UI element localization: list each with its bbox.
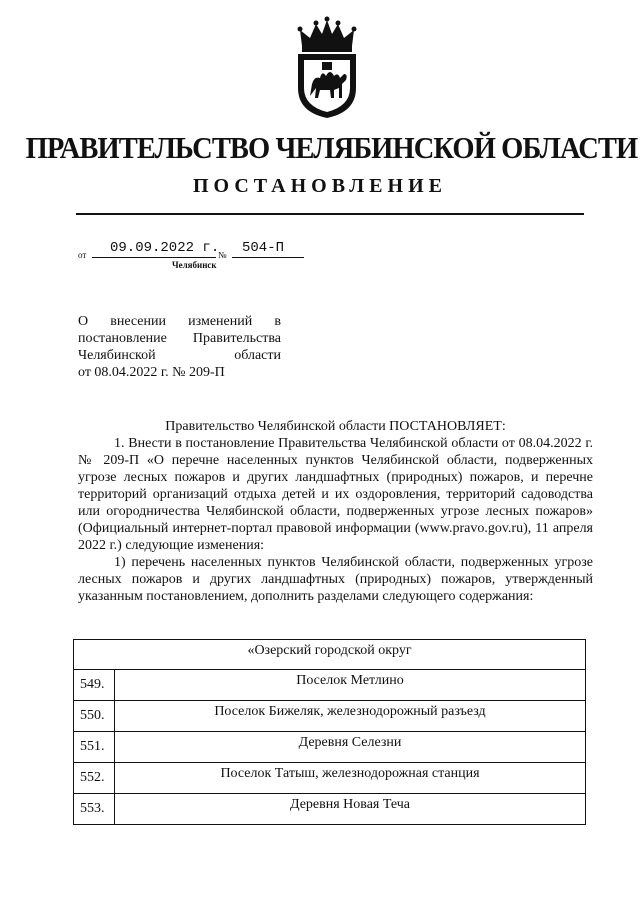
document-body — [78, 418, 593, 605]
row-name: Поселок Татыш, железнодорожная станция — [115, 763, 586, 794]
row-number: 551. — [74, 732, 115, 763]
row-name: Деревня Новая Теча — [115, 794, 586, 825]
row-number: 549. — [74, 670, 115, 701]
row-name: Деревня Селезни — [115, 732, 586, 763]
table-row — [74, 732, 586, 763]
from-label: от — [78, 250, 87, 260]
subject-line: О внесении изменений в — [78, 314, 281, 329]
number-label: № — [218, 250, 227, 260]
table-row — [74, 701, 586, 732]
table-section-header: «Озерский городской округ — [74, 640, 586, 670]
settlements-table — [73, 639, 586, 825]
document-type: ПОСТАНОВЛЕНИЕ — [193, 175, 447, 197]
table-row — [74, 670, 586, 701]
document-date: 09.09.2022 г. — [110, 240, 220, 256]
subject-line: постановление Правительства — [78, 331, 281, 346]
document-city: Челябинск — [172, 260, 217, 270]
subject-line: Челябинской области — [78, 348, 281, 363]
item-1-paragraph: 1. Внести в постановление Правительства Челябинской области от 08.04.2022 г. № 209-П «О перечне населенных пунктов Челябинской области, подверженных угрозе лесных пожаров и других ландшафтных (природных) пожаров, и перечне территорий организаций отдыха детей и их оздоровления, территорий садоводства или огородничества Челябинской области, подверженных угрозе лесных пожаров» (Официальный интернет-портал правовой информации (www.pravo.gov.ru), 11 апреля 2022 г.) следующие изменения: — [78, 436, 593, 553]
table-row — [74, 763, 586, 794]
decree-line: Правительство Челябинской области ПОСТАНОВЛЯЕТ: — [165, 419, 506, 434]
row-number: 552. — [74, 763, 115, 794]
table-row — [74, 794, 586, 825]
header-divider — [76, 213, 584, 215]
row-name: Поселок Метлино — [115, 670, 586, 701]
government-title: ПРАВИТЕЛЬСТВО ЧЕЛЯБИНСКОЙ ОБЛАСТИ — [25, 130, 638, 165]
row-number: 553. — [74, 794, 115, 825]
subject-line: от 08.04.2022 г. № 209-П — [78, 365, 225, 380]
row-name: Поселок Бижеляк, железнодорожный разъезд — [115, 701, 586, 732]
number-underline — [232, 257, 304, 258]
date-underline — [92, 257, 216, 258]
document-subject — [78, 313, 281, 381]
document-number: 504-П — [242, 240, 285, 256]
coat-of-arms-icon — [294, 16, 360, 120]
subitem-1-paragraph: 1) перечень населенных пунктов Челябинской области, подверженных угрозе лесных пожаров и других ландшафтных (природных) пожаров, утвержденный указанным постановлением, дополнить разделами следующего содержания: — [78, 555, 593, 604]
row-number: 550. — [74, 701, 115, 732]
